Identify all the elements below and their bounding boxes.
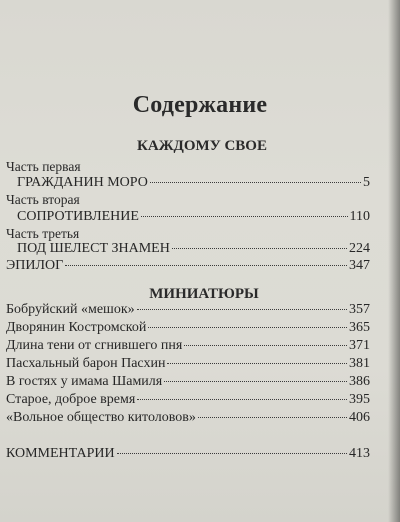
part-label-2: Часть вторая [6, 192, 80, 207]
toc-entry-soprotivlenie [17, 209, 370, 225]
toc-entry-page: 347 [349, 258, 370, 273]
dot-leader [141, 216, 348, 217]
toc-entry-title: ПОД ШЕЛЕСТ ЗНАМЕН [17, 241, 170, 256]
toc-entry-page: 5 [363, 175, 370, 190]
toc-entry-title: «Вольное общество китоловов» [6, 410, 196, 425]
toc-entry-miniature [6, 392, 370, 408]
section-heading-miniatyury: МИНИАТЮРЫ [149, 286, 259, 302]
page-edge-shadow [388, 0, 400, 522]
dot-leader [184, 345, 347, 346]
dot-leader [137, 309, 347, 310]
dot-leader [150, 182, 361, 183]
part-label-3: Часть третья [6, 226, 80, 241]
dot-leader [65, 265, 347, 266]
dot-leader [164, 381, 347, 382]
toc-entry-miniature [6, 410, 370, 426]
toc-entry-miniature [6, 338, 370, 354]
toc-entry-title: Длина тени от сгнившего пня [6, 338, 183, 353]
toc-entry-page: 386 [349, 374, 370, 389]
dot-leader [198, 417, 347, 418]
dot-leader [117, 453, 347, 454]
toc-entry-title: КОММЕНТАРИИ [6, 446, 115, 461]
toc-entry-grazhdanin-moro [17, 175, 370, 191]
toc-entry-page: 224 [349, 241, 370, 256]
toc-entry-title: В гостях у имама Шамиля [6, 374, 163, 389]
toc-entry-pod-shelest-znamen [17, 241, 370, 257]
toc-entry-title: Дворянин Костромской [6, 320, 147, 335]
toc-entry-miniature [6, 356, 370, 372]
toc-entry-miniature [6, 374, 370, 390]
dot-leader [137, 399, 347, 400]
toc-entry-miniature [6, 320, 370, 336]
page-title: Содержание [132, 92, 268, 118]
toc-entry-title: Бобруйский «мешок» [6, 302, 135, 317]
toc-entry-page: 413 [349, 446, 370, 461]
toc-entry-miniature [6, 302, 370, 318]
toc-entry-page: 381 [349, 356, 370, 371]
part-label-1: Часть первая [6, 159, 81, 174]
section-heading-kazhdomu-svoe: КАЖДОМУ СВОЕ [137, 138, 267, 154]
dot-leader [148, 327, 347, 328]
dot-leader [172, 248, 347, 249]
toc-entry-title: ЭПИЛОГ [6, 258, 64, 273]
toc-entry-page: 395 [349, 392, 370, 407]
dot-leader [167, 363, 347, 364]
toc-entry-kommentarii [6, 446, 370, 462]
toc-entry-page: 110 [349, 209, 370, 224]
toc-entry-page: 371 [349, 338, 370, 353]
toc-entry-page: 357 [349, 302, 370, 317]
toc-entry-page: 365 [349, 320, 370, 335]
toc-entry-epilog [6, 258, 370, 274]
toc-entry-page: 406 [349, 410, 370, 425]
toc-entry-title: Старое, доброе время [6, 392, 136, 407]
toc-entry-title: Пасхальный барон Пасхин [6, 356, 166, 371]
toc-entry-title: СОПРОТИВЛЕНИЕ [17, 209, 139, 224]
toc-entry-title: ГРАЖДАНИН МОРО [17, 175, 148, 190]
